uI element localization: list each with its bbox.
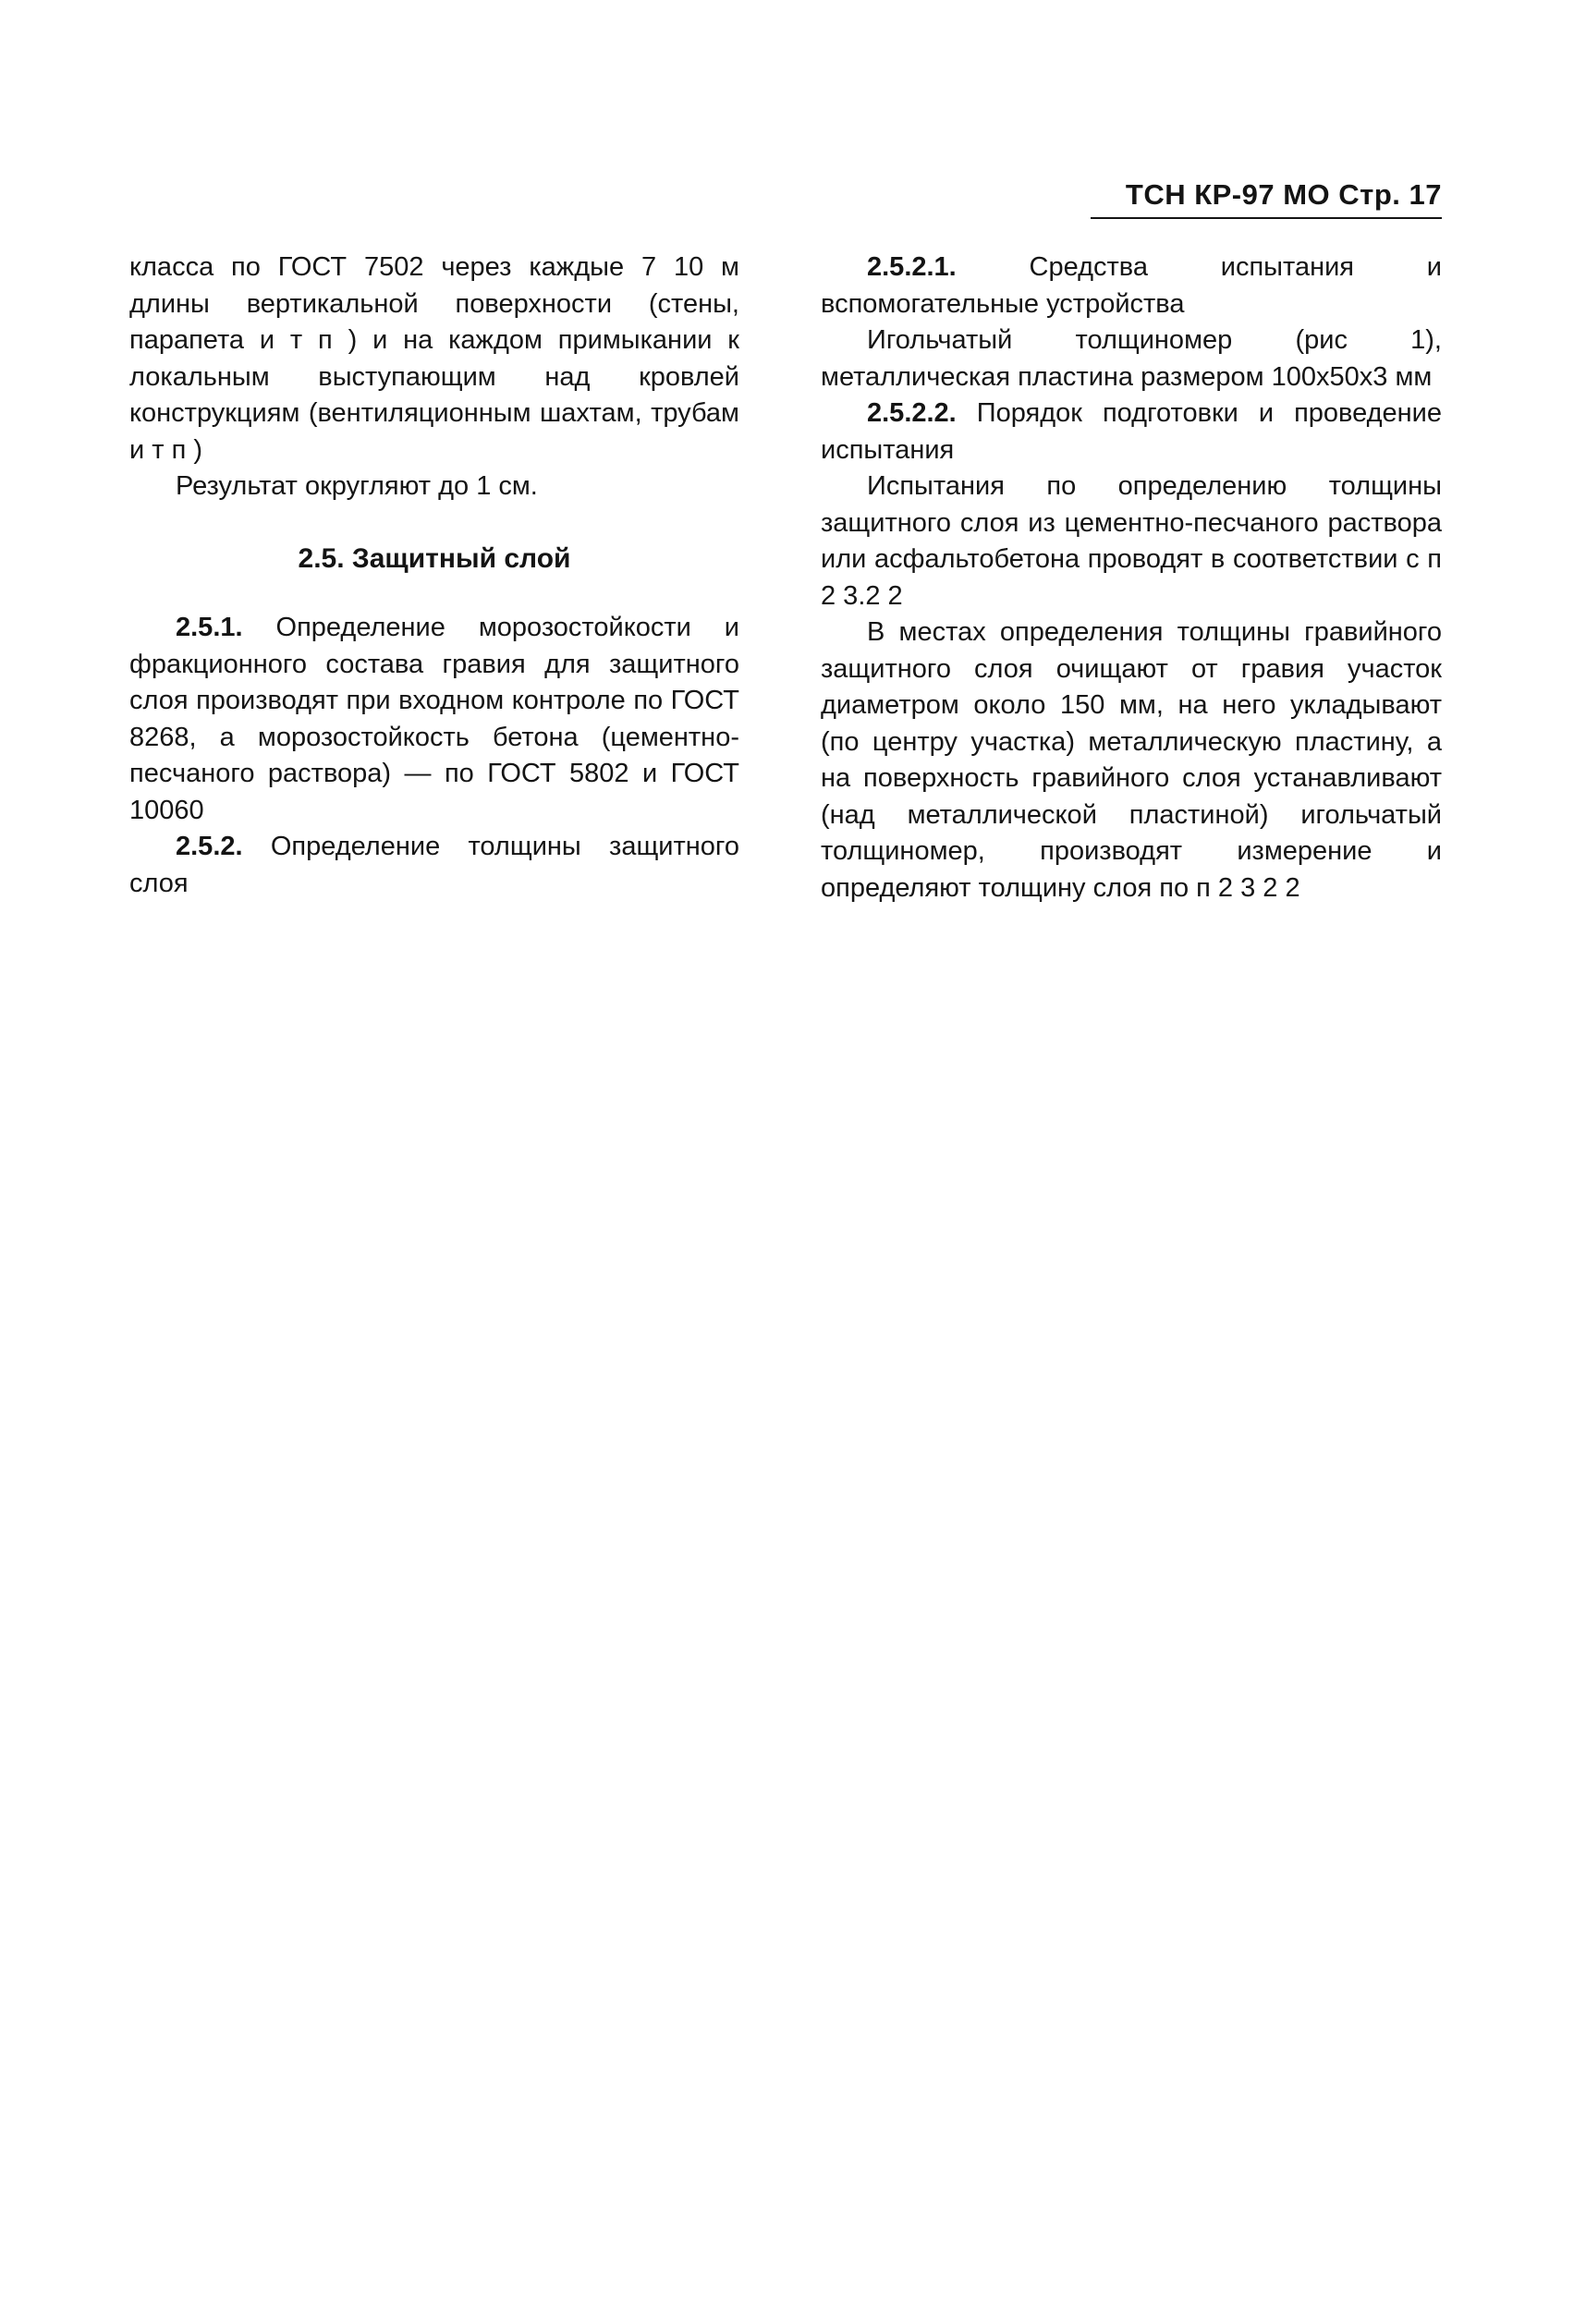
clause-number: 2.5.2.1. [867, 252, 957, 282]
paragraph-2-5-2 [129, 829, 739, 902]
paragraph-2-5-2-2 [821, 395, 1442, 468]
paragraph: Результат округляют до 1 см. [176, 471, 538, 501]
clause-text: Определение толщины защитного слоя [129, 832, 739, 898]
left-column [129, 249, 739, 902]
page-header: ТСН КР-97 МО Стр. 17 [1091, 178, 1442, 219]
right-column [821, 249, 1442, 906]
clause-text: Порядок подготовки и проведение испытания [821, 398, 1442, 465]
paragraph: класса по ГОСТ 7502 через каждые 7 10 м длины вертикальной поверхности (стены, парапета и т п ) и на каждом примыкании к локальным выступающим над кровлей конструкциям (вентиляционным шахтам, трубам и т п ) [129, 252, 739, 465]
clause-text: Определение морозостойкости и фракционного состава гравия для защитного слоя производят при входном контроле по ГОСТ 8268, а морозостойкость бетона (цементно-песчаного раствора) — по ГОСТ 5802 и ГОСТ 10060 [129, 613, 739, 825]
paragraph: Игольчатый толщиномер (рис 1), металлическая пластина размером 100х50х3 мм [821, 325, 1442, 392]
clause-number: 2.5.1. [176, 613, 243, 642]
section-title: 2.5. Защитный слой [298, 542, 571, 574]
paragraph-2-5-1 [129, 610, 739, 829]
clause-number: 2.5.2.2. [867, 398, 957, 428]
paragraph-2-5-2-1 [821, 249, 1442, 322]
clause-number: 2.5.2. [176, 832, 243, 861]
paragraph: Испытания по определению толщины защитного слоя из цементно-песчаного раствора или асфальтобетона проводят в соответствии с п 2 3.2 2 [821, 471, 1442, 611]
clause-text: Средства испытания и вспомогательные устройства [821, 252, 1442, 319]
paragraph: В местах определения толщины гравийного защитного слоя очищают от гравия участок диаметром около 150 мм, на него укладывают (по центру участка) металлическую пластину, а на поверхность гравийного слоя устанавливают (над металлической пластиной) игольчатый толщиномер, производят измерение и определяют толщину слоя по п 2 3 2 2 [821, 617, 1442, 903]
